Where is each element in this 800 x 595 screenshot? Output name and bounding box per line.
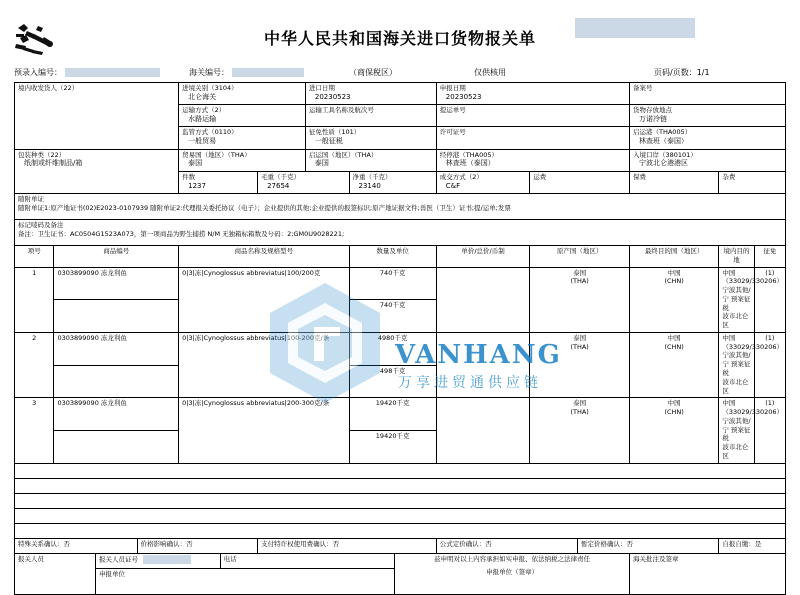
item-code <box>54 332 179 365</box>
item-code-value: 0303899090 <box>57 333 99 342</box>
internal-use-label: 仅供核用 <box>474 67 506 77</box>
cell-trade-country <box>179 149 306 171</box>
cell-declare-date <box>436 83 629 105</box>
customs-no-redaction <box>232 68 304 77</box>
col-item-name: 商品名称及规格型号 <box>179 246 349 268</box>
item-qty2: 19420千克 <box>349 430 436 463</box>
freight-label: 运费 <box>533 172 547 181</box>
blank-row <box>15 493 786 508</box>
row-marks <box>15 220 786 246</box>
watermark-brand: VANHANG <box>395 340 562 370</box>
table-row <box>15 398 786 431</box>
col-item-code: 商品编号 <box>54 246 179 268</box>
item-spec-line1: 0|3|冻|Cynoglossus abbreviatus|200-300克/条 <box>182 399 330 408</box>
departure-country-value: 泰国 <box>314 159 329 168</box>
statement-text: 兹申明对以上内容承担如实申报、依法纳税之法律责任 <box>434 554 591 563</box>
trade-country-label: 贸易国（地区）（THA） <box>182 150 251 159</box>
item-origin-name: 泰国 <box>573 333 587 342</box>
item-dest <box>630 398 719 463</box>
customs-endorsement-label: 海关批注及签章 <box>633 554 679 563</box>
cell-supervision <box>179 127 306 149</box>
cell-declarant <box>15 553 96 594</box>
cell-trade-terms <box>436 171 529 193</box>
item-code-sub <box>54 300 179 333</box>
item-dest <box>630 332 719 397</box>
row-consignee <box>15 83 786 105</box>
net-weight-label: 净重（千克） <box>352 172 392 181</box>
declarant-label: 报关人员 <box>18 554 44 563</box>
special-relation-label: 特殊关系确认： <box>18 539 64 548</box>
package-type-label: 包装种类（22） <box>18 150 66 159</box>
item-qty2: 498千克 <box>349 365 436 398</box>
record-no-label: 备案号 <box>633 84 653 92</box>
departure-port-value: 林查班（泰国） <box>639 137 688 146</box>
cell-entry-port <box>630 149 786 171</box>
item-domdest-line1: 中国（33029/330206）宁波其他/宁 预案征税 <box>722 333 784 377</box>
cell-statement <box>395 553 630 594</box>
item-tax: (1) <box>754 267 785 332</box>
trade-terms-label: 成交方式（2） <box>439 172 483 181</box>
item-no: 3 <box>15 398 54 463</box>
cell-phone <box>220 553 395 568</box>
provisional-price-confirm <box>578 538 719 553</box>
col-item-dest: 最终目的国（地区） <box>630 246 719 268</box>
declarant-no-label: 报关人员证号 <box>99 555 139 564</box>
price-influence-label: 价格影响确认： <box>140 539 187 548</box>
misc-fee-label: 杂费 <box>722 172 736 181</box>
formula-pricing-label: 公式定价确认： <box>439 539 486 548</box>
row-trade-country <box>15 149 786 171</box>
item-dest-code: (CHN) <box>664 408 684 417</box>
storage-value: 万诺冷链 <box>639 114 667 123</box>
special-relation-confirm <box>15 538 138 553</box>
provisional-price-label: 暂定价格确认： <box>581 539 627 548</box>
page-number: 页码/页数：1/1 <box>654 67 710 77</box>
package-type-value: 纸制或纤维制品/箱 <box>24 159 83 168</box>
item-origin-name: 泰国 <box>573 268 587 277</box>
item-spec-line1: 0|3|冻|Cynoglossus abbreviatus|100-200克/条 <box>182 333 330 342</box>
cell-marks <box>15 220 786 246</box>
royalty-label: 支付特许权使用费确认： <box>261 539 333 548</box>
item-code <box>54 398 179 431</box>
item-code-sub <box>54 365 179 398</box>
item-origin-name: 泰国 <box>573 399 587 408</box>
item-origin <box>530 398 630 463</box>
item-price <box>436 267 529 332</box>
item-code-name: 冻龙利鱼 <box>100 399 127 408</box>
cell-levy-type <box>305 127 436 149</box>
attachments-label: 随附单证 <box>18 195 44 204</box>
self-declare <box>719 538 786 553</box>
cell-package-type <box>15 149 179 193</box>
item-tax: (1) <box>754 398 785 463</box>
marks-text: 备注：卫生证书：AC0504G1523A073，第一项商品为野生捕捞 N/M 无独箱标箱数及兮码：2;GM0U9028221; <box>18 229 345 238</box>
item-price <box>436 398 529 463</box>
price-influence-value: 否 <box>186 539 193 548</box>
col-item-no: 项号 <box>15 246 54 268</box>
formula-pricing-confirm <box>436 538 577 553</box>
levy-type-label: 征免性质（101） <box>308 128 361 137</box>
cell-consignee <box>15 83 179 150</box>
top-info-strip <box>14 64 786 80</box>
item-spec <box>179 398 349 463</box>
item-qty1: 19420千克 <box>349 398 436 431</box>
item-dest <box>630 267 719 332</box>
pieces-label: 件数 <box>182 172 196 181</box>
phone-label: 电话 <box>223 554 237 563</box>
item-origin-code: (THA) <box>570 342 589 351</box>
declaration-table <box>14 82 786 595</box>
declaring-unit-label: 申报单位 <box>99 569 126 578</box>
item-dest-name: 中国 <box>667 333 681 342</box>
cell-import-date <box>305 83 436 105</box>
import-date-value: 20230523 <box>314 92 351 101</box>
item-domdest-line2: 波市北仑区 <box>722 312 749 330</box>
page-header <box>0 0 800 60</box>
customs-no <box>189 67 349 78</box>
item-domdest-line2: 波市北仑区 <box>722 443 749 460</box>
cell-departure-port <box>630 127 786 149</box>
cell-billno <box>436 105 629 127</box>
signature-row <box>15 553 786 568</box>
departure-port-label: 启运港（THA005） <box>633 128 692 137</box>
item-domestic-dest <box>719 398 784 463</box>
preentry-redaction <box>65 68 160 77</box>
declare-date-value: 20230523 <box>445 92 482 101</box>
attachments-text: 随附单证1:原产地证书(02)E2023-0107939 随附单证2:代理报关委托协议（电子）；企业提供的其他;企业提供的报签标识;原产地证据文件;兽医（卫生）证书;提/运单;发票 <box>18 203 511 212</box>
supervision-value: 一般贸易 <box>188 137 217 146</box>
formula-pricing-value: 否 <box>485 539 492 548</box>
transit-port-label: 经停港（THA005） <box>439 150 498 159</box>
insurance-label: 保费 <box>633 172 646 181</box>
items-header-row <box>15 246 786 268</box>
row-attachments <box>15 194 786 220</box>
item-domdest-line2: 波市北仑区 <box>722 377 749 395</box>
gross-weight-value: 27654 <box>267 181 290 190</box>
declarant-no-redaction <box>143 555 191 564</box>
item-code <box>54 267 179 300</box>
item-qty1: 4980千克 <box>349 332 436 365</box>
net-weight-value: 23140 <box>358 181 381 190</box>
page-title: 中华人民共和国海关进口货物报关单 <box>263 29 536 48</box>
cell-attachments <box>15 194 786 220</box>
confirmation-row <box>15 538 786 553</box>
cell-pieces <box>179 171 258 193</box>
import-date-label: 进口日期 <box>308 84 335 92</box>
item-domestic-dest <box>719 267 784 332</box>
cell-record-no <box>630 83 786 105</box>
levy-type-value: 一般征税 <box>314 137 343 146</box>
col-item-tax: 征免 <box>754 246 785 268</box>
item-code-name: 冻龙利鱼 <box>100 333 127 342</box>
cell-gross-weight <box>258 171 349 193</box>
item-no: 1 <box>15 267 54 332</box>
cell-storage <box>630 105 786 127</box>
cell-entry-customs <box>179 83 306 105</box>
col-item-qty: 数量及单位 <box>349 246 436 268</box>
item-code-value: 0303899090 <box>57 399 99 408</box>
transport-mode-value: 水路运输 <box>188 114 217 123</box>
item-dest-code: (CHN) <box>664 342 684 351</box>
entry-port-value: 宁波北仑港港区 <box>639 159 688 168</box>
item-qty2: 740千克 <box>349 300 436 333</box>
transport-mode-label: 运输方式（2） <box>182 106 226 115</box>
departure-country-label: 启运国（地区）（THA） <box>308 150 378 159</box>
preentry-no <box>14 67 189 78</box>
item-origin-code: (THA) <box>570 408 589 417</box>
entry-port-label: 入境口岸（380101） <box>633 150 697 159</box>
cell-freight <box>530 171 630 193</box>
item-origin-code: (THA) <box>570 277 589 286</box>
transit-port-value: 林查班（泰国） <box>445 159 495 168</box>
storage-label: 货物存放地点 <box>633 106 672 115</box>
col-item-domdest: 境内目的地 <box>719 246 754 268</box>
cell-insurance <box>630 171 719 193</box>
cell-misc-fee <box>719 171 786 193</box>
royalty-value: 否 <box>332 539 340 548</box>
header-redaction-block <box>575 18 695 38</box>
cell-license <box>436 127 629 149</box>
billno-label: 提运单号 <box>439 106 466 115</box>
customs-no-label: 海关编号： <box>189 67 229 77</box>
item-dest-code: (CHN) <box>664 277 684 286</box>
item-tax: (1) <box>754 332 785 397</box>
col-item-price: 单价/总价/币制 <box>436 246 529 268</box>
price-influence-confirm <box>137 538 258 553</box>
cell-transport-mode <box>179 105 306 127</box>
declare-date-label: 申报日期 <box>439 84 466 92</box>
item-code-sub <box>54 430 179 463</box>
item-qty1: 740千克 <box>349 267 436 300</box>
blank-row <box>15 478 786 493</box>
trade-country-value: 泰国 <box>188 159 203 168</box>
cell-declarant-no <box>96 553 221 568</box>
cell-transit-port <box>436 149 629 171</box>
pieces-value: 1237 <box>188 181 206 190</box>
blank-row <box>15 523 786 538</box>
zone-label: （商保税区） <box>349 67 397 77</box>
self-declare-label: 自报自缴： <box>722 539 755 548</box>
supervision-label: 监管方式（0110） <box>182 128 238 137</box>
cell-departure-country <box>305 149 436 171</box>
entry-customs-label: 进境关别（3104） <box>182 84 238 92</box>
item-spec <box>179 267 349 332</box>
marks-label: 标记唛码及备注 <box>18 221 64 230</box>
royalty-confirm <box>258 538 437 553</box>
self-declare-value: 是 <box>754 539 762 548</box>
item-spec-line1: 0|3|冻|Cynoglossus abbreviatus|100/200克 <box>182 268 321 277</box>
item-no: 2 <box>15 332 54 397</box>
table-row <box>15 267 786 300</box>
item-dest-name: 中国 <box>667 399 681 408</box>
license-label: 许可证号 <box>439 128 466 137</box>
special-relation-value: 否 <box>63 539 70 548</box>
provisional-price-value: 否 <box>626 539 634 548</box>
blank-row <box>15 463 786 478</box>
gross-weight-label: 毛重（千克） <box>261 172 301 181</box>
item-code-name: 冻龙利鱼 <box>100 268 127 277</box>
item-domestic-dest <box>719 332 784 397</box>
item-spec <box>179 332 349 397</box>
consignee-label: 境内收发货人（22） <box>18 84 79 92</box>
item-domdest-line1: 中国（33029/330206）宁波其他/宁 预案征税 <box>722 399 784 443</box>
statement-signature-label: 申报单位（签章） <box>486 568 539 577</box>
blank-row <box>15 508 786 523</box>
entry-customs-value: 北仑海关 <box>188 92 217 101</box>
item-dest-name: 中国 <box>667 268 681 277</box>
cell-declaring-unit <box>96 568 395 594</box>
item-domdest-line1: 中国（33029/330206）宁波其他/宁 预案征税 <box>722 268 784 312</box>
watermark-subtitle: 万享进贸通供应链 <box>398 375 542 391</box>
item-origin <box>530 267 630 332</box>
cell-customs-endorsement <box>630 553 786 594</box>
preentry-label: 预录入编号： <box>14 67 62 77</box>
trade-terms-value: C&F <box>445 181 461 190</box>
item-code-value: 0303899090 <box>57 268 99 277</box>
col-item-origin: 原产国（地区） <box>530 246 630 268</box>
cell-vessel <box>305 105 436 127</box>
vessel-label: 运输工具名称及航次号 <box>308 106 374 115</box>
cell-net-weight <box>349 171 436 193</box>
